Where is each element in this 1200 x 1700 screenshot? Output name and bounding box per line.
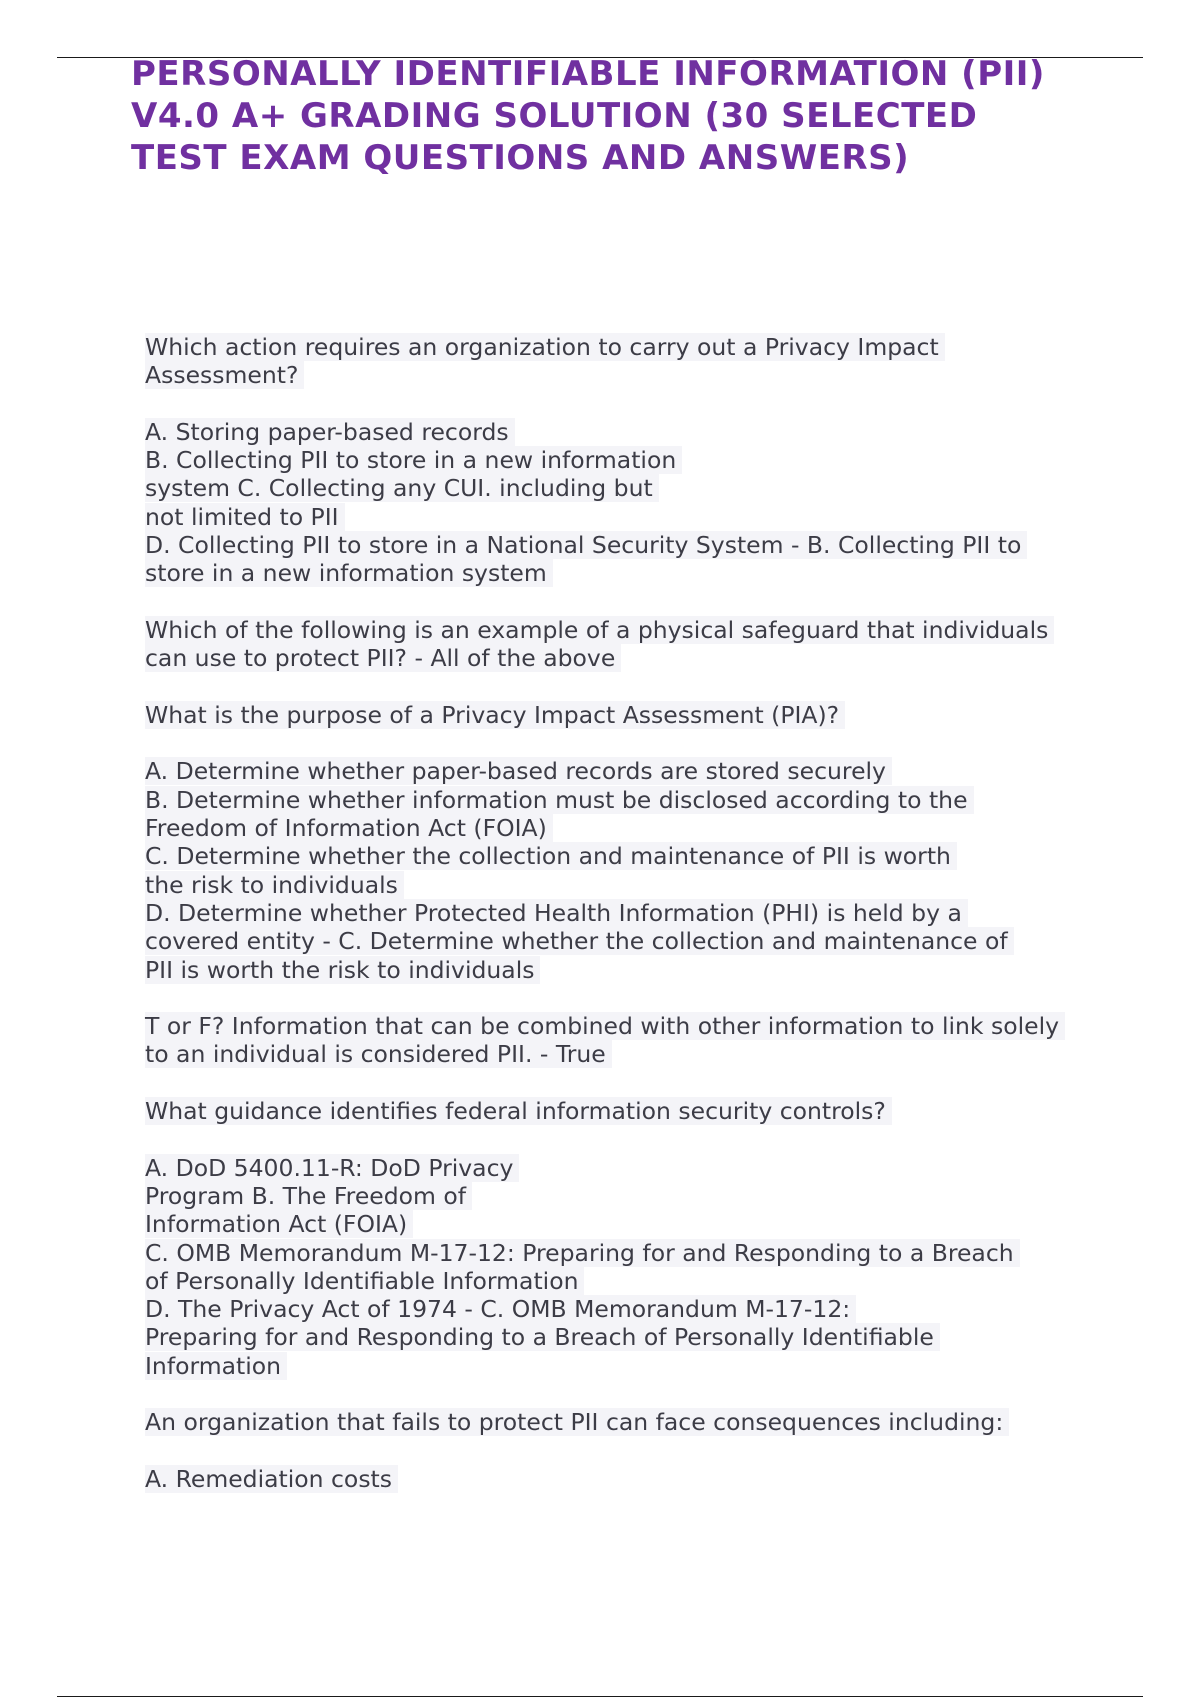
- text-line: [145, 1267, 1145, 1295]
- qa-paragraph: [145, 1154, 1145, 1380]
- text-line-content: A. Determine whether paper-based records are stored securely: [145, 757, 892, 785]
- text-line-content: D. Collecting PII to store in a National Security System - B. Collecting PII to: [145, 531, 1027, 559]
- text-line-content: of Personally Identifiable Information: [145, 1267, 584, 1295]
- qa-paragraph: [145, 1012, 1145, 1069]
- text-line: [145, 757, 1145, 785]
- text-line: [145, 531, 1145, 559]
- text-line-content: Preparing for and Responding to a Breach of Personally Identifiable: [145, 1323, 940, 1351]
- text-line: [145, 842, 1145, 870]
- qa-paragraph: [145, 418, 1145, 588]
- text-line-content: B. Determine whether information must be disclosed according to the: [145, 786, 974, 814]
- text-line: [145, 1097, 1145, 1125]
- text-line: [145, 418, 1145, 446]
- text-line-content: A. Storing paper-based records: [145, 418, 515, 446]
- text-line: [145, 1210, 1145, 1238]
- text-line-content: system C. Collecting any CUI. including but: [145, 474, 659, 502]
- footer-rule: [57, 1696, 1143, 1697]
- text-line: [145, 1040, 1145, 1068]
- qa-paragraph: [145, 333, 1145, 390]
- text-line: [145, 927, 1145, 955]
- title-line: PERSONALLY IDENTIFIABLE INFORMATION (PII): [131, 54, 1045, 94]
- text-line-content: to an individual is considered PII. - True: [145, 1040, 612, 1068]
- text-line: [145, 814, 1145, 842]
- paragraph-spacer: [145, 588, 1145, 616]
- text-line-content: D. The Privacy Act of 1974 - C. OMB Memorandum M-17-12:: [145, 1295, 856, 1323]
- document-title: [131, 53, 1141, 179]
- text-line-content: PII is worth the risk to individuals: [145, 956, 540, 984]
- text-line: [145, 559, 1145, 587]
- text-line-content: store in a new information system: [145, 559, 553, 587]
- text-line-content: covered entity - C. Determine whether the collection and maintenance of: [145, 927, 1014, 955]
- text-line: [145, 361, 1145, 389]
- text-line-content: A. Remediation costs: [145, 1465, 398, 1493]
- title-line: TEST EXAM QUESTIONS AND ANSWERS): [131, 138, 910, 178]
- paragraph-spacer: [145, 1069, 1145, 1097]
- text-line: [145, 1465, 1145, 1493]
- text-line-content: T or F? Information that can be combined with other information to link solely: [145, 1012, 1065, 1040]
- text-line-content: not limited to PII: [145, 503, 345, 531]
- text-line-content: D. Determine whether Protected Health Information (PHI) is held by a: [145, 899, 968, 927]
- paragraph-spacer: [145, 1437, 1145, 1465]
- paragraph-spacer: [145, 390, 1145, 418]
- text-line: [145, 616, 1145, 644]
- paragraph-spacer: [145, 984, 1145, 1012]
- text-line-content: Information Act (FOIA): [145, 1210, 413, 1238]
- qa-paragraph: [145, 1408, 1145, 1436]
- text-line-content: B. Collecting PII to store in a new information: [145, 446, 682, 474]
- text-line: [145, 1295, 1145, 1323]
- text-line-content: Information: [145, 1352, 287, 1380]
- title-line: V4.0 A+ GRADING SOLUTION (30 SELECTED: [131, 96, 978, 136]
- text-line-content: What is the purpose of a Privacy Impact Assessment (PIA)?: [145, 701, 845, 729]
- text-line-content: Assessment?: [145, 361, 304, 389]
- text-line: [145, 1408, 1145, 1436]
- text-line: [145, 1012, 1145, 1040]
- qa-paragraph: [145, 1465, 1145, 1493]
- paragraph-spacer: [145, 673, 1145, 701]
- paragraph-spacer: [145, 1380, 1145, 1408]
- text-line-content: A. DoD 5400.11-R: DoD Privacy: [145, 1154, 519, 1182]
- text-line-content: can use to protect PII? - All of the above: [145, 644, 621, 672]
- text-line: [145, 1239, 1145, 1267]
- text-line-content: Which action requires an organization to carry out a Privacy Impact: [145, 333, 945, 361]
- text-line-content: C. OMB Memorandum M-17-12: Preparing for and Responding to a Breach: [145, 1239, 1020, 1267]
- text-line: [145, 871, 1145, 899]
- text-line: [145, 503, 1145, 531]
- qa-paragraph: [145, 701, 1145, 729]
- text-line: [145, 956, 1145, 984]
- text-line-content: Freedom of Information Act (FOIA): [145, 814, 553, 842]
- text-line-content: What guidance identifies federal information security controls?: [145, 1097, 892, 1125]
- qa-paragraph: [145, 616, 1145, 673]
- text-line-content: the risk to individuals: [145, 871, 404, 899]
- text-line: [145, 1352, 1145, 1380]
- text-line: [145, 1323, 1145, 1351]
- text-line-content: C. Determine whether the collection and maintenance of PII is worth: [145, 842, 957, 870]
- text-line-content: Program B. The Freedom of: [145, 1182, 472, 1210]
- text-line-content: Which of the following is an example of a physical safeguard that individuals: [145, 616, 1054, 644]
- text-line-content: An organization that fails to protect PII can face consequences including:: [145, 1408, 1009, 1436]
- text-line: [145, 474, 1145, 502]
- text-line: [145, 786, 1145, 814]
- qa-paragraph: [145, 1097, 1145, 1125]
- qa-paragraph: [145, 757, 1145, 983]
- paragraph-spacer: [145, 729, 1145, 757]
- qa-content: [145, 333, 1145, 1493]
- text-line: [145, 701, 1145, 729]
- text-line: [145, 446, 1145, 474]
- text-line: [145, 644, 1145, 672]
- text-line: [145, 333, 1145, 361]
- paragraph-spacer: [145, 1125, 1145, 1153]
- text-line: [145, 1154, 1145, 1182]
- text-line: [145, 899, 1145, 927]
- text-line: [145, 1182, 1145, 1210]
